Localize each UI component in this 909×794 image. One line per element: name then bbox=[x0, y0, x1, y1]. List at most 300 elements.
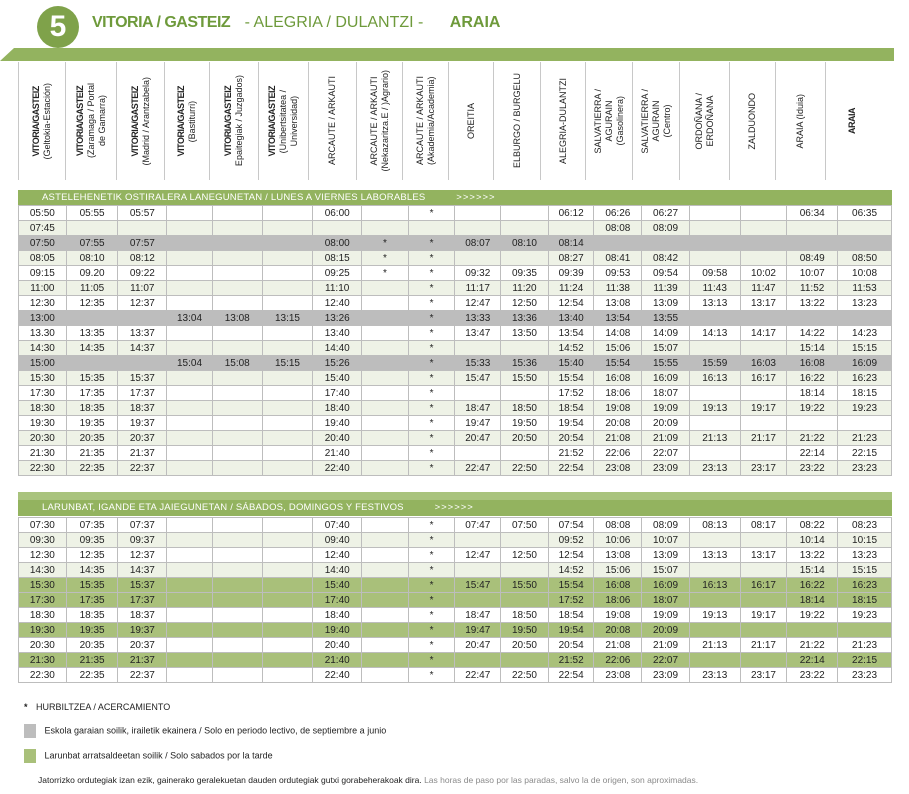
time-cell: 20:08 bbox=[594, 623, 642, 638]
time-cell: 20:40 bbox=[313, 638, 362, 653]
stop-detail: (Zaramaga / Portal de Gamarra) bbox=[85, 83, 107, 159]
approach-mark: * bbox=[362, 236, 409, 251]
table-row bbox=[19, 236, 892, 251]
time-cell: 11:53 bbox=[838, 281, 892, 296]
approach-mark: * bbox=[408, 668, 455, 683]
time-cell bbox=[167, 623, 213, 638]
table-row bbox=[19, 356, 892, 371]
time-cell: 15:47 bbox=[455, 371, 501, 386]
approach-symbol: * bbox=[24, 702, 28, 712]
time-cell: 14:13 bbox=[689, 326, 740, 341]
time-cell: 21:52 bbox=[548, 653, 594, 668]
time-cell: 09:58 bbox=[689, 266, 740, 281]
time-cell: 19:17 bbox=[740, 608, 787, 623]
time-cell bbox=[212, 653, 262, 668]
time-cell: 23:23 bbox=[838, 668, 892, 683]
time-cell bbox=[740, 311, 787, 326]
time-cell: 11:24 bbox=[548, 281, 594, 296]
time-cell bbox=[362, 431, 409, 446]
time-cell bbox=[212, 668, 262, 683]
time-cell bbox=[262, 251, 313, 266]
time-cell: 10:08 bbox=[838, 266, 892, 281]
stop-header bbox=[775, 62, 825, 180]
route-header bbox=[0, 0, 909, 52]
weekday-section-label: ASTELEHENETIK OSTIRALERA LANEGUNETAN / LUNES A VIERNES LABORABLES bbox=[42, 192, 426, 203]
time-cell: 20:35 bbox=[66, 638, 118, 653]
time-cell: 15:14 bbox=[787, 341, 838, 356]
time-cell: 16:23 bbox=[838, 578, 892, 593]
time-cell: 07:50 bbox=[19, 236, 67, 251]
time-cell: 22:54 bbox=[548, 461, 594, 476]
time-cell: 11:07 bbox=[118, 281, 167, 296]
time-cell bbox=[740, 251, 787, 266]
time-cell: 16:08 bbox=[594, 371, 642, 386]
time-cell bbox=[262, 668, 313, 683]
time-cell: 12:47 bbox=[455, 296, 501, 311]
time-cell bbox=[548, 221, 594, 236]
time-cell: 16:22 bbox=[787, 371, 838, 386]
time-cell bbox=[501, 251, 549, 266]
time-cell: 13:13 bbox=[689, 548, 740, 563]
time-cell: 15:55 bbox=[642, 356, 690, 371]
time-cell: 15:36 bbox=[501, 356, 549, 371]
time-cell: 13:47 bbox=[455, 326, 501, 341]
time-cell: 08:50 bbox=[838, 251, 892, 266]
time-cell: 16:13 bbox=[689, 371, 740, 386]
time-cell: 08:12 bbox=[118, 251, 167, 266]
time-cell: 07:55 bbox=[66, 236, 118, 251]
time-cell: 14:30 bbox=[19, 341, 67, 356]
time-cell: 20:54 bbox=[548, 638, 594, 653]
time-cell: 19:30 bbox=[19, 416, 67, 431]
stop-header bbox=[448, 62, 493, 180]
time-cell bbox=[787, 221, 838, 236]
stop-name: ARAIA bbox=[846, 108, 857, 134]
stop-detail: ALEGRIA-DULANTZI bbox=[557, 77, 568, 164]
time-cell: 18:14 bbox=[787, 386, 838, 401]
time-cell: 13:17 bbox=[740, 296, 787, 311]
stop-header bbox=[679, 62, 729, 180]
approach-mark: * bbox=[408, 578, 455, 593]
approach-mark: * bbox=[408, 518, 455, 533]
time-cell: 08:17 bbox=[740, 518, 787, 533]
time-cell: 15:50 bbox=[501, 371, 549, 386]
time-cell: 13:23 bbox=[838, 296, 892, 311]
table-row bbox=[19, 653, 892, 668]
time-cell bbox=[362, 386, 409, 401]
time-cell: 14:40 bbox=[313, 563, 362, 578]
time-cell bbox=[362, 563, 409, 578]
time-cell: 19:23 bbox=[838, 608, 892, 623]
time-cell: 16:17 bbox=[740, 371, 787, 386]
route-title-destination: ARAIA bbox=[449, 14, 501, 31]
time-cell: 19:40 bbox=[313, 416, 362, 431]
stop-name: VITORIA/GASTEIZ bbox=[31, 85, 41, 157]
time-cell bbox=[212, 251, 262, 266]
stop-header bbox=[18, 62, 65, 180]
time-cell: 13:22 bbox=[787, 548, 838, 563]
time-cell bbox=[362, 638, 409, 653]
time-cell: 21:17 bbox=[740, 638, 787, 653]
time-cell bbox=[212, 578, 262, 593]
time-cell: 12:37 bbox=[118, 296, 167, 311]
time-cell: 20:08 bbox=[594, 416, 642, 431]
approach-mark: * bbox=[408, 281, 455, 296]
stop-detail: Epaitegiak / Juzgados) bbox=[234, 75, 244, 167]
time-cell: 11:10 bbox=[313, 281, 362, 296]
time-cell bbox=[262, 653, 313, 668]
time-cell: 13:54 bbox=[548, 326, 594, 341]
time-cell: 13:08 bbox=[212, 311, 262, 326]
time-cell: 22:06 bbox=[594, 446, 642, 461]
time-cell: 18:40 bbox=[313, 401, 362, 416]
approach-mark: * bbox=[362, 251, 409, 266]
time-cell: 14:52 bbox=[548, 341, 594, 356]
time-cell bbox=[689, 623, 740, 638]
time-cell: 20:50 bbox=[501, 431, 549, 446]
time-cell bbox=[501, 563, 549, 578]
time-cell: 16:17 bbox=[740, 578, 787, 593]
time-cell: 07:50 bbox=[501, 518, 549, 533]
time-cell bbox=[167, 638, 213, 653]
time-cell bbox=[455, 251, 501, 266]
time-cell: 16:22 bbox=[787, 578, 838, 593]
time-cell bbox=[212, 608, 262, 623]
time-cell: 22:40 bbox=[313, 461, 362, 476]
time-cell bbox=[362, 341, 409, 356]
time-cell bbox=[167, 341, 213, 356]
time-cell bbox=[689, 236, 740, 251]
time-cell: 18:37 bbox=[118, 401, 167, 416]
time-cell bbox=[262, 416, 313, 431]
time-cell: 11:39 bbox=[642, 281, 690, 296]
table-row bbox=[19, 401, 892, 416]
time-cell: 13:36 bbox=[501, 311, 549, 326]
time-cell bbox=[740, 221, 787, 236]
time-cell bbox=[118, 221, 167, 236]
time-cell: 18:50 bbox=[501, 401, 549, 416]
time-cell: 21:35 bbox=[66, 446, 118, 461]
time-cell: 12:30 bbox=[19, 548, 67, 563]
time-cell: 23:13 bbox=[689, 461, 740, 476]
route-title-origin: VITORIA / GASTEIZ bbox=[92, 14, 231, 31]
time-cell: 12:50 bbox=[501, 296, 549, 311]
time-cell: 19:23 bbox=[838, 401, 892, 416]
time-cell: 09:22 bbox=[118, 266, 167, 281]
time-cell bbox=[501, 533, 549, 548]
time-cell: 12:30 bbox=[19, 296, 67, 311]
time-cell bbox=[167, 608, 213, 623]
time-cell bbox=[689, 206, 740, 221]
time-cell: 19:09 bbox=[642, 401, 690, 416]
time-cell: 17:37 bbox=[118, 593, 167, 608]
time-cell bbox=[362, 356, 409, 371]
time-cell bbox=[594, 236, 642, 251]
time-cell bbox=[167, 386, 213, 401]
note-basque: Jatorrizko ordutegiak izan ezik, gainerako geralekuetan dauden ordutegiak gutxi gorabeherakoak dira. bbox=[38, 775, 422, 785]
time-cell: 23:23 bbox=[838, 461, 892, 476]
time-cell: 13:33 bbox=[455, 311, 501, 326]
time-cell bbox=[212, 221, 262, 236]
time-cell: 19:37 bbox=[118, 623, 167, 638]
time-cell: 08:49 bbox=[787, 251, 838, 266]
time-cell bbox=[262, 623, 313, 638]
time-cell: 12:35 bbox=[66, 548, 118, 563]
stop-name: VITORIA/GASTEIZ bbox=[176, 85, 186, 157]
time-cell: 21:22 bbox=[787, 431, 838, 446]
table-row bbox=[19, 251, 892, 266]
time-cell bbox=[362, 593, 409, 608]
time-cell: 22:37 bbox=[118, 668, 167, 683]
time-cell: 16:23 bbox=[838, 371, 892, 386]
time-cell: 09.20 bbox=[66, 266, 118, 281]
time-cell: 23:22 bbox=[787, 461, 838, 476]
time-cell bbox=[362, 653, 409, 668]
time-cell: 22:14 bbox=[787, 653, 838, 668]
time-cell: 18:37 bbox=[118, 608, 167, 623]
time-cell bbox=[167, 416, 213, 431]
approach-mark: * bbox=[408, 236, 455, 251]
time-cell: 22:54 bbox=[548, 668, 594, 683]
time-cell: 12:54 bbox=[548, 296, 594, 311]
time-cell bbox=[362, 608, 409, 623]
time-cell: 15:54 bbox=[594, 356, 642, 371]
time-cell: 15:04 bbox=[167, 356, 213, 371]
time-cell: 13:37 bbox=[118, 326, 167, 341]
time-cell: 09:52 bbox=[548, 533, 594, 548]
time-cell: 15:30 bbox=[19, 578, 67, 593]
time-cell: 17:40 bbox=[313, 593, 362, 608]
approach-label: HURBILTZEA / ACERCAMIENTO bbox=[36, 702, 171, 712]
time-cell: 20:50 bbox=[501, 638, 549, 653]
saturday-label: Larunbat arratsaldeetan soilik / Solo sabados por la tarde bbox=[44, 750, 273, 761]
approach-mark: * bbox=[408, 623, 455, 638]
approach-mark: * bbox=[408, 533, 455, 548]
time-cell: 19:40 bbox=[313, 623, 362, 638]
time-cell: 21:09 bbox=[642, 638, 690, 653]
time-cell: 22:35 bbox=[66, 668, 118, 683]
time-cell: 23:13 bbox=[689, 668, 740, 683]
time-cell bbox=[689, 416, 740, 431]
time-cell bbox=[740, 533, 787, 548]
time-cell: 09:15 bbox=[19, 266, 67, 281]
time-cell: 17:40 bbox=[313, 386, 362, 401]
time-cell: 13:15 bbox=[262, 311, 313, 326]
time-cell: 21:40 bbox=[313, 446, 362, 461]
time-cell bbox=[262, 548, 313, 563]
time-cell: 12:37 bbox=[118, 548, 167, 563]
table-row bbox=[19, 326, 892, 341]
time-cell: 16:08 bbox=[787, 356, 838, 371]
time-cell bbox=[212, 431, 262, 446]
time-cell: 10:14 bbox=[787, 533, 838, 548]
time-cell bbox=[501, 653, 549, 668]
time-cell bbox=[501, 386, 549, 401]
time-cell: 13:55 bbox=[642, 311, 690, 326]
time-cell bbox=[212, 236, 262, 251]
time-cell bbox=[262, 206, 313, 221]
time-cell: 15:14 bbox=[787, 563, 838, 578]
time-cell bbox=[455, 341, 501, 356]
time-cell: 20:35 bbox=[66, 431, 118, 446]
time-cell: 09:39 bbox=[548, 266, 594, 281]
time-cell bbox=[362, 623, 409, 638]
time-cell: 22:06 bbox=[594, 653, 642, 668]
time-cell: 07:54 bbox=[548, 518, 594, 533]
time-cell: 08:07 bbox=[455, 236, 501, 251]
time-cell: 15:30 bbox=[19, 371, 67, 386]
table-row bbox=[19, 341, 892, 356]
time-cell bbox=[262, 593, 313, 608]
time-cell bbox=[408, 221, 455, 236]
stop-detail: (Bastiturri) bbox=[187, 100, 197, 142]
time-cell: 13:22 bbox=[787, 296, 838, 311]
stop-header bbox=[116, 62, 164, 180]
stop-header bbox=[493, 62, 540, 180]
approach-mark: * bbox=[408, 371, 455, 386]
stop-header bbox=[258, 62, 308, 180]
time-cell bbox=[501, 593, 549, 608]
stop-header bbox=[308, 62, 356, 180]
table-row bbox=[19, 221, 892, 236]
time-cell bbox=[167, 653, 213, 668]
time-cell: 06:35 bbox=[838, 206, 892, 221]
time-cell bbox=[66, 356, 118, 371]
table-row bbox=[19, 281, 892, 296]
time-cell bbox=[212, 563, 262, 578]
time-cell: 21:35 bbox=[66, 653, 118, 668]
time-cell: 21:52 bbox=[548, 446, 594, 461]
time-cell bbox=[212, 548, 262, 563]
time-cell: 15:59 bbox=[689, 356, 740, 371]
time-cell: 12:47 bbox=[455, 548, 501, 563]
time-cell bbox=[689, 653, 740, 668]
stop-header bbox=[402, 62, 448, 180]
time-cell: 08:13 bbox=[689, 518, 740, 533]
time-cell bbox=[212, 266, 262, 281]
time-cell: 19:17 bbox=[740, 401, 787, 416]
time-cell: 15:00 bbox=[19, 356, 67, 371]
time-cell bbox=[118, 311, 167, 326]
table-row bbox=[19, 416, 892, 431]
time-cell: 06:34 bbox=[787, 206, 838, 221]
time-cell: 19:09 bbox=[642, 608, 690, 623]
time-cell: 11:17 bbox=[455, 281, 501, 296]
time-cell: 20:37 bbox=[118, 638, 167, 653]
stop-header bbox=[164, 62, 209, 180]
time-cell bbox=[455, 563, 501, 578]
time-cell: 18:14 bbox=[787, 593, 838, 608]
time-cell bbox=[167, 401, 213, 416]
time-cell bbox=[167, 236, 213, 251]
time-cell bbox=[362, 533, 409, 548]
approach-mark: * bbox=[408, 341, 455, 356]
stop-name: VITORIA/GASTEIZ bbox=[129, 85, 140, 157]
stop-detail: (Madrid / Arantzabela) bbox=[140, 76, 151, 166]
time-cell bbox=[212, 341, 262, 356]
time-cell bbox=[501, 221, 549, 236]
time-cell: 13:09 bbox=[642, 548, 690, 563]
time-cell: 14:23 bbox=[838, 326, 892, 341]
time-cell bbox=[362, 311, 409, 326]
time-cell bbox=[455, 446, 501, 461]
time-cell bbox=[787, 623, 838, 638]
time-cell: 18:07 bbox=[642, 593, 690, 608]
time-cell: 17:52 bbox=[548, 593, 594, 608]
time-cell bbox=[212, 281, 262, 296]
time-cell: 08:08 bbox=[594, 518, 642, 533]
time-cell bbox=[838, 311, 892, 326]
approach-mark: * bbox=[408, 431, 455, 446]
time-cell: 19:13 bbox=[689, 401, 740, 416]
table-row bbox=[19, 638, 892, 653]
legend-saturday bbox=[24, 749, 273, 763]
time-cell: 14:08 bbox=[594, 326, 642, 341]
time-cell: 22:15 bbox=[838, 446, 892, 461]
time-cell: 14:37 bbox=[118, 563, 167, 578]
time-cell: 21:08 bbox=[594, 638, 642, 653]
time-cell: 09:37 bbox=[118, 533, 167, 548]
time-cell: 14:22 bbox=[787, 326, 838, 341]
time-cell: 19:54 bbox=[548, 623, 594, 638]
time-cell bbox=[212, 461, 262, 476]
time-cell bbox=[362, 221, 409, 236]
time-cell: 22:47 bbox=[455, 668, 501, 683]
time-cell: 21:23 bbox=[838, 431, 892, 446]
time-cell: 08:22 bbox=[787, 518, 838, 533]
time-cell: 16:09 bbox=[642, 371, 690, 386]
time-cell: 07:47 bbox=[455, 518, 501, 533]
time-cell: 08:41 bbox=[594, 251, 642, 266]
table-row bbox=[19, 608, 892, 623]
stop-header bbox=[540, 62, 585, 180]
time-cell: 19:37 bbox=[118, 416, 167, 431]
time-cell bbox=[362, 578, 409, 593]
time-cell bbox=[455, 221, 501, 236]
table-row bbox=[19, 296, 892, 311]
time-cell: 12:54 bbox=[548, 548, 594, 563]
time-cell bbox=[262, 281, 313, 296]
time-cell: 11:43 bbox=[689, 281, 740, 296]
time-cell: 18:06 bbox=[594, 593, 642, 608]
time-cell: 20:40 bbox=[313, 431, 362, 446]
time-cell bbox=[262, 461, 313, 476]
time-cell: 18:54 bbox=[548, 401, 594, 416]
stop-header bbox=[356, 62, 402, 180]
time-cell bbox=[262, 608, 313, 623]
time-cell bbox=[501, 446, 549, 461]
time-cell bbox=[167, 266, 213, 281]
time-cell bbox=[212, 446, 262, 461]
time-cell bbox=[689, 221, 740, 236]
time-cell bbox=[740, 206, 787, 221]
header-bar bbox=[14, 48, 894, 61]
time-cell: 07:40 bbox=[313, 518, 362, 533]
time-cell: 23:17 bbox=[740, 668, 787, 683]
time-cell: 21:22 bbox=[787, 638, 838, 653]
table-row bbox=[19, 578, 892, 593]
time-cell: 13.30 bbox=[19, 326, 67, 341]
time-cell bbox=[167, 578, 213, 593]
time-cell: 08:05 bbox=[19, 251, 67, 266]
time-cell: 13:23 bbox=[838, 548, 892, 563]
time-cell: 14:09 bbox=[642, 326, 690, 341]
stop-detail: SALVATIERRA / AGURAIN (Gasolinera) bbox=[592, 88, 625, 154]
stop-detail: SALVATIERRA / AGURAIN (Centro) bbox=[639, 88, 672, 154]
time-cell: 22:40 bbox=[313, 668, 362, 683]
stop-detail: ARCAUTE / ARKAUTI (Akademia/Academia) bbox=[414, 76, 436, 166]
time-cell bbox=[262, 446, 313, 461]
